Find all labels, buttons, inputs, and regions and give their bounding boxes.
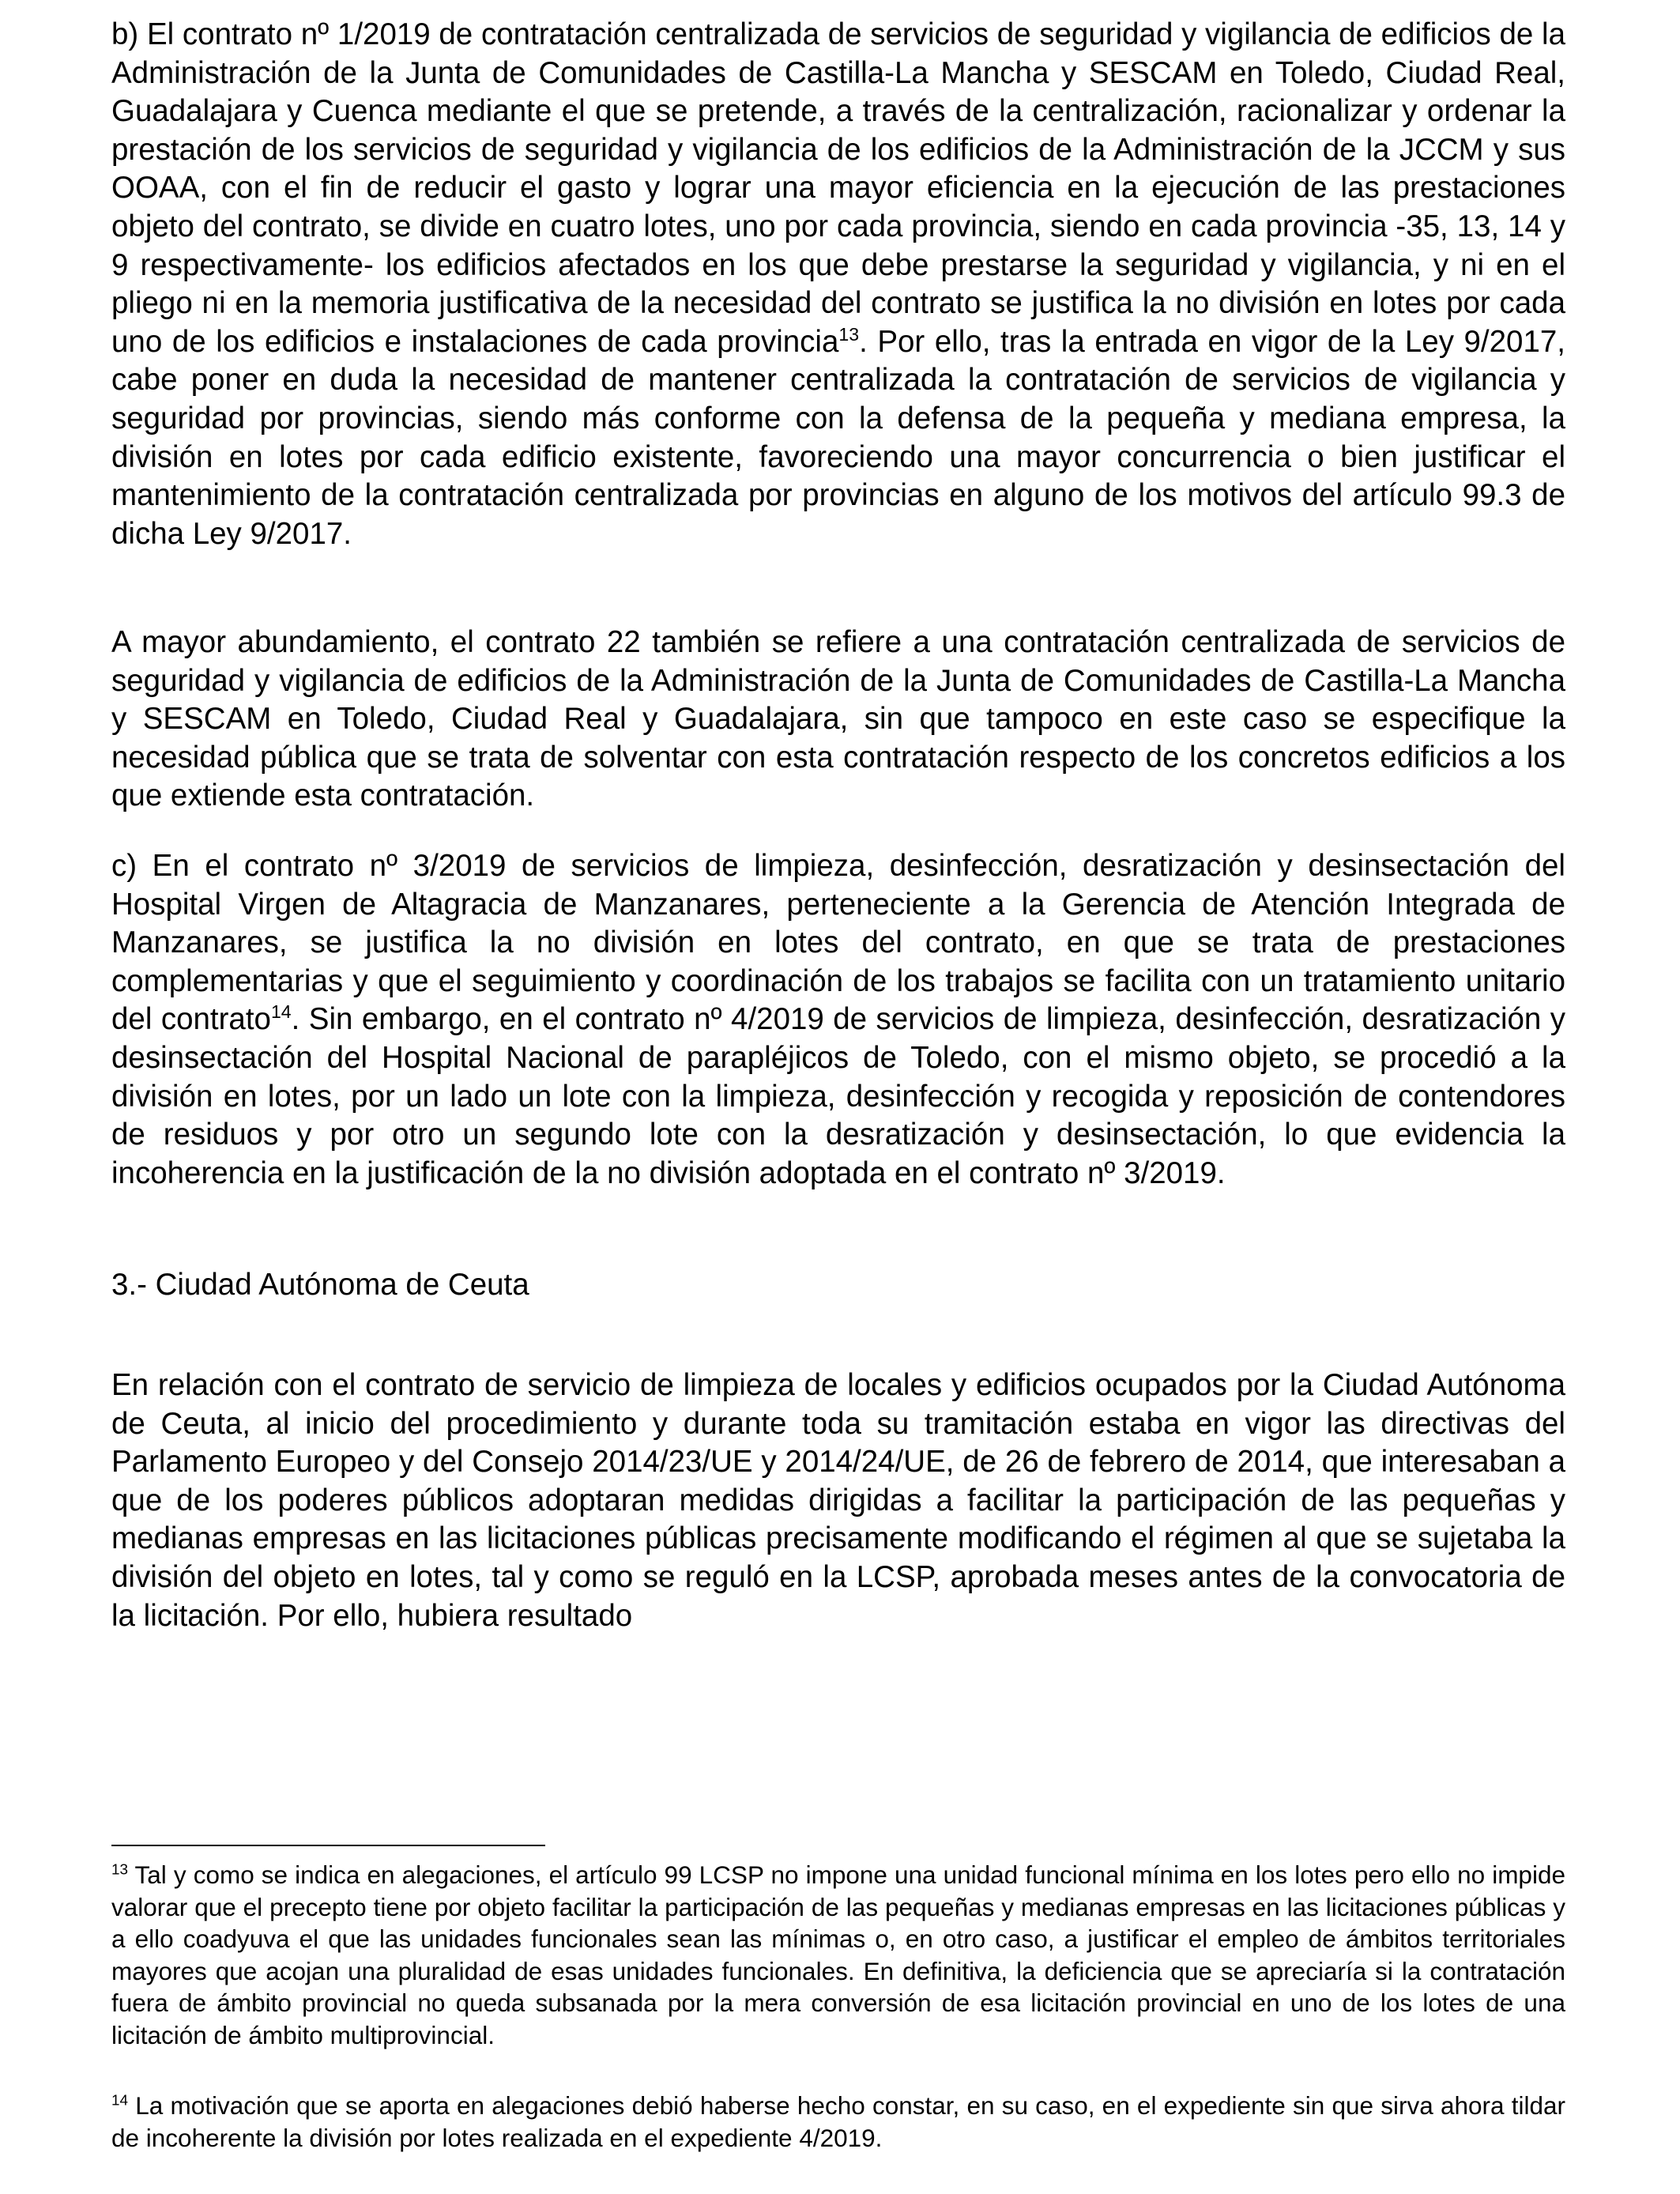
section-heading-ceuta: 3.- Ciudad Autónoma de Ceuta (111, 1268, 529, 1302)
footnote-number-13: 13 (111, 1861, 129, 1879)
footnote-ref-13[interactable]: 13 (838, 323, 860, 345)
footnote-number-14: 14 (111, 2092, 129, 2109)
footnote-13-text: Tal y como se indica en alegaciones, el artículo 99 LCSP no impone una unidad funcional mínima en los lotes pero ello no impide valorar que el precepto tiene por objeto facilitar la participación de las pequeñas y medianas empresas en las licitaciones públicas y a ello coadyuva el que las unidades funcionales sean las mínimas o, en otro caso, a justificar el empleo de ámbitos territoriales mayores que acojan una pluralidad de esas unidades funcionales. En definitiva, la deficiencia que se apreciaría si la contratación fuera de ámbito provincial no queda subsanada por la mera conversión de esa licitación provincial en uno de los lotes de una licitación de ámbito multiprovincial. (111, 1860, 1565, 2049)
paragraph-c-text-after: . Sin embargo, en el contrato nº 4/2019 de servicios de limpieza, desinfección, desratización y desinsectación del Hospital Nacional de parapléjicos de Toledo, con el mismo objeto, se procedió a la división en lotes, por un lado un lote con la limpieza, desinfección y recogida y reposición de contendores de residuos y por otro un segundo lote con la desratización y desinsectación, lo que evidencia la incoherencia en la justificación de la no división adoptada en el contrato nº 3/2019. (111, 1002, 1566, 1190)
paragraph-b-text-before: b) El contrato nº 1/2019 de contratación centralizada de servicios de seguridad y vigilancia de edificios de la Administración de la Junta de Comunidades de Castilla-La Mancha y SESCAM en Toledo, Ciudad Real, Guadalajara y Cuenca mediante el que se pretende, a través de la centralización, racionalizar y ordenar la prestación de los servicios de seguridad y vigilancia de los edificios de la Administración de la JCCM y sus OOAA, con el fin de reducir el gasto y lograr una mayor eficiencia en la ejecución de las prestaciones objeto del contrato, se divide en cuatro lotes, uno por cada provincia, siendo en cada provincia -35, 13, 14 y 9 respectivamente- los edificios afectados en los que debe prestarse la seguridad y vigilancia, y ni en el pliego ni en la memoria justificativa de la necesidad del contrato se justifica la no división en lotes por cada uno de los edificios e instalaciones de cada provincia (111, 17, 1565, 359)
paragraph-c-text-before: c) En el contrato nº 3/2019 de servicios de limpieza, desinfección, desratización y desinsectación del Hospital Virgen de Altagracia de Manzanares, perteneciente a la Gerencia de Atención Integrada de Manzanares, se justifica la no división en lotes del contrato, en que se trata de prestaciones complementarias y que el seguimiento y coordinación de los trabajos se facilita con un tratamiento unitario del contrato (111, 849, 1565, 1037)
footnote-13 (111, 1859, 1565, 2051)
paragraph-ceuta: En relación con el contrato de servicio de limpieza de locales y edificios ocupados por la Ciudad Autónoma de Ceuta, al inicio del procedimiento y durante toda su tramitación estaba en vigor las directivas del Parlamento Europeo y del Consejo 2014/23/UE y 2014/24/UE, de 26 de febrero de 2014, que interesaban a que de los poderes públicos adoptaran medidas dirigidas a facilitar la participación de las pequeñas y medianas empresas en las licitaciones públicas precisamente modificando el régimen al que se sujetaba la división del objeto en lotes, tal y como se reguló en la LCSP, aprobada meses antes de la convocatoria de la licitación. Por ello, hubiera resultado (111, 1368, 1565, 1633)
paragraph-c-contrato-3-2019 (111, 847, 1565, 1193)
paragraph-b-contrato-1-2019 (111, 16, 1565, 553)
footnote-ref-14[interactable]: 14 (270, 1001, 292, 1023)
footnote-14-text: La motivación que se aporta en alegaciones debió haberse hecho constar, en su caso, en el expediente sin que sirva ahora tildar de incoherente la división por lotes realizada en el expediente 4/2019. (111, 2091, 1565, 2152)
paragraph-mayor-abundamiento: A mayor abundamiento, el contrato 22 también se refiere a una contratación centralizada de servicios de seguridad y vigilancia de edificios de la Administración de la Junta de Comunidades de Castilla-La Mancha y SESCAM en Toledo, Ciudad Real y Guadalajara, sin que tampoco en este caso se especifique la necesidad pública que se trata de solventar con esta contratación respecto de los concretos edificios a los que extiende esta contratación. (111, 625, 1565, 813)
paragraph-b-text-after: . Por ello, tras la entrada en vigor de la Ley 9/2017, cabe poner en duda la necesidad de mantener centralizada la contratación de servicios de vigilancia y seguridad por provincias, siendo más conforme con la defensa de la pequeña y mediana empresa, la división en lotes por cada edificio existente, favoreciendo una mayor concurrencia o bien justificar el mantenimiento de la contratación centralizada por provincias en alguno de los motivos del artículo 99.3 de dicha Ley 9/2017. (111, 324, 1565, 551)
footnote-separator (111, 1845, 545, 1846)
footnote-14 (111, 2090, 1565, 2154)
